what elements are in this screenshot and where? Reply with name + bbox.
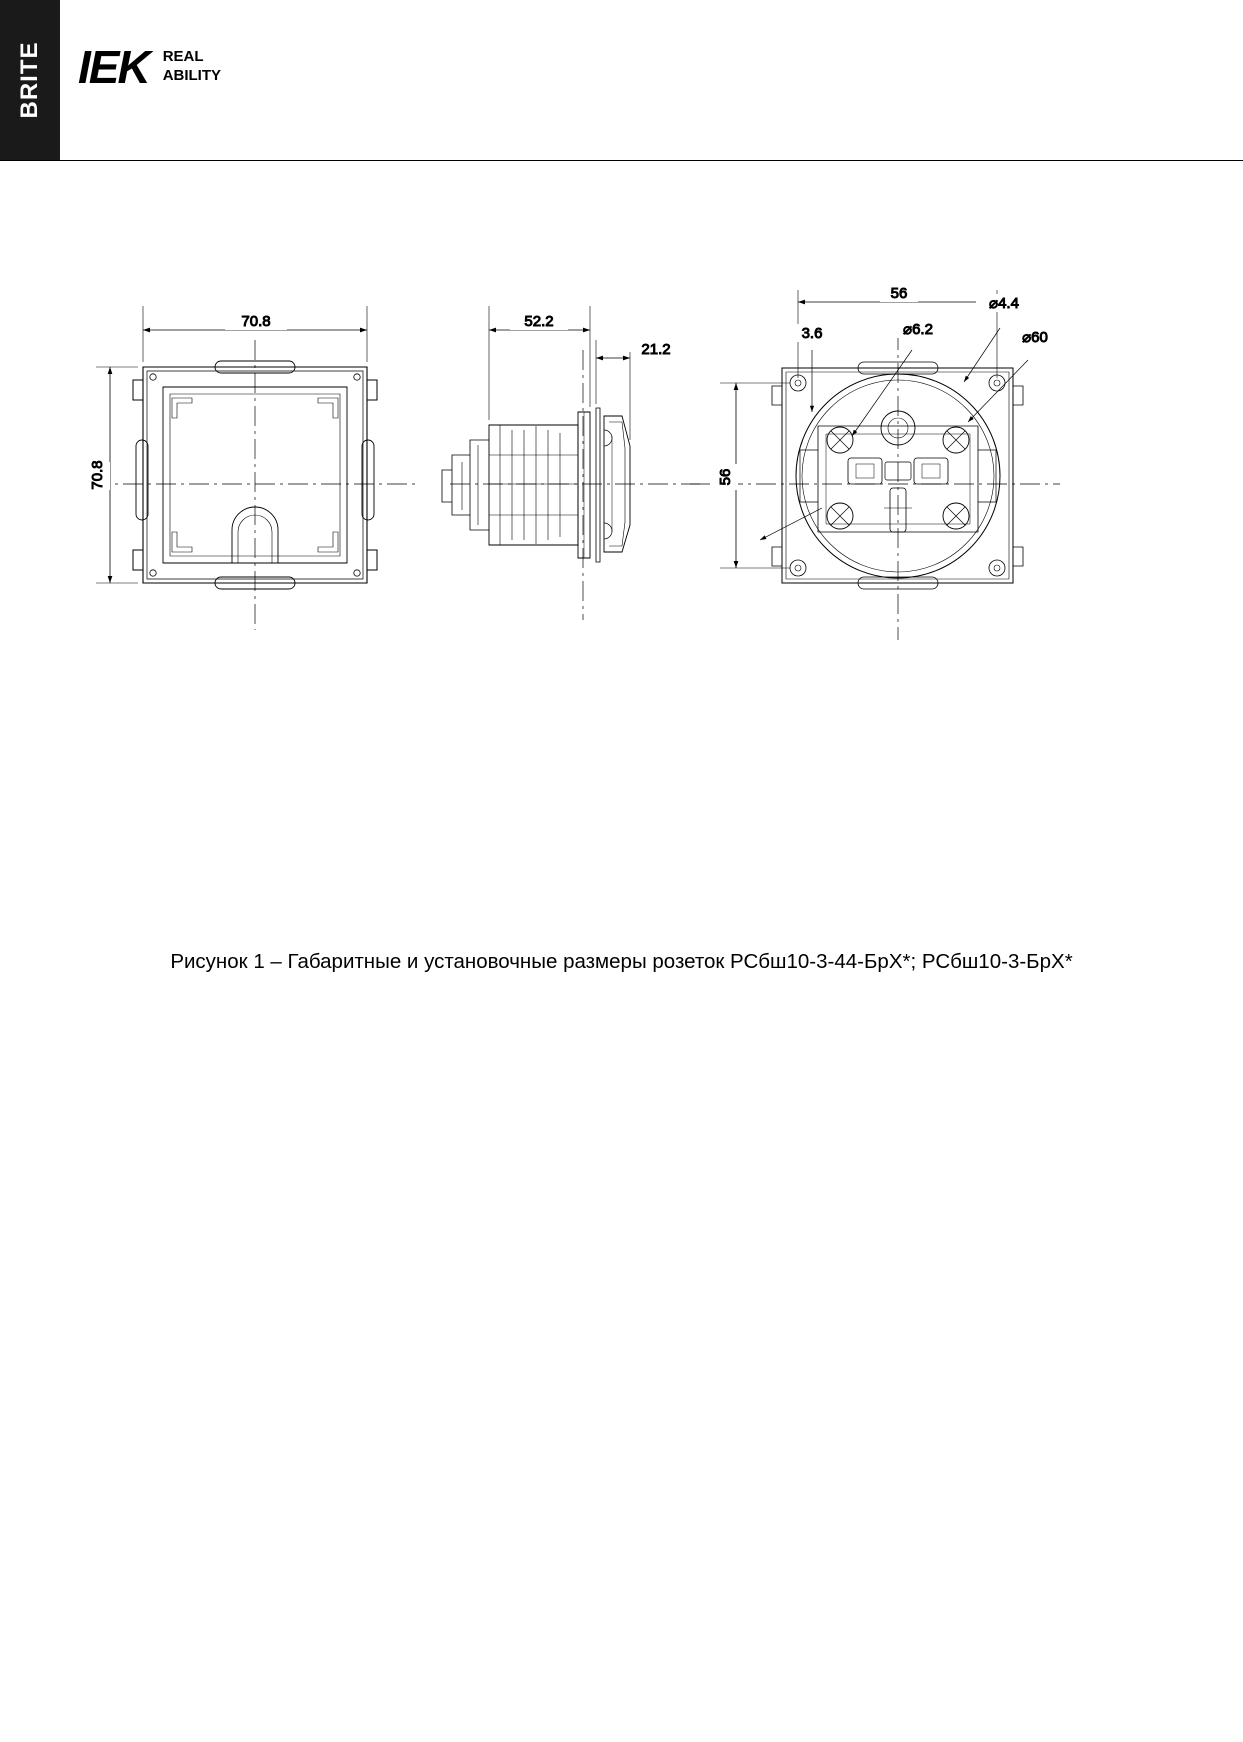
side-depth-label: 52.2 [524,313,554,330]
front-width-label: 70.8 [241,313,271,330]
front-height-label: 70.8 [89,460,106,490]
rear-offset-label: 3.6 [801,325,823,342]
hole-diameter-medium-label: ⌀6.2 [903,321,933,338]
header-divider [0,160,1243,161]
logo-tagline [163,48,221,86]
logo-tagline-line2: ABILITY [162,67,222,84]
side-front-depth-label: 21.2 [641,341,671,358]
rear-width-label: 56 [890,285,908,302]
brand-logo [78,41,222,93]
figure-caption: Рисунок 1 – Габаритные и установочные размеры розеток РСбш10-3-44-БрX*; РСбш10-3-БрX* [170,950,1073,973]
hole-diameter-small-label: ⌀4.4 [989,295,1019,312]
series-tab [0,0,60,160]
technical-drawing [0,240,1243,660]
front-view-group [86,306,420,630]
rear-height-label: 56 [717,468,734,486]
side-view-group [442,306,700,620]
rear-view-group [690,284,1060,640]
drawing-svg [0,240,1243,660]
mounting-box-diameter-label: ⌀60 [1022,329,1048,346]
series-tab-label: BRITE [16,41,43,119]
logo-tagline-line1: REAL [162,48,204,66]
logo-mark-text: IEK [78,41,149,93]
